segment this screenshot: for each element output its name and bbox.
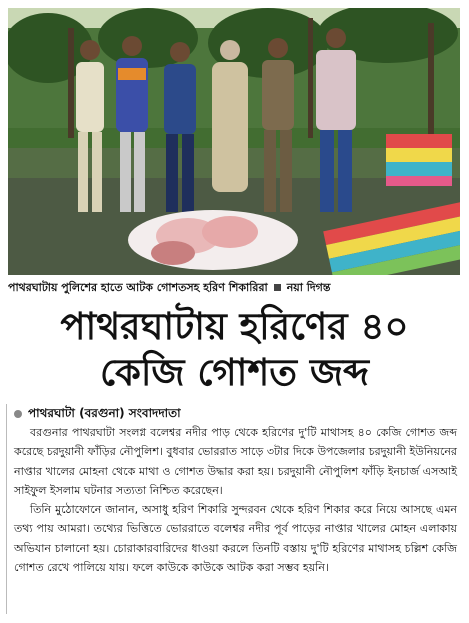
bench-right-top [386,134,452,186]
photo-illustration [8,8,460,275]
article-paragraph-1: বরগুনার পাথরঘাটা সংলগ্ন বলেশ্বর নদীর পাড় থেকে হরিণের দু'টি মাথাসহ ৪০ কেজি গোশত জব্দ করেছে চরদুয়ানী ফাঁড়ির নৌপুলিশ। বুধবার ভোররাত সাড়ে ৩টার দিকে উপজেলার চরদুয়ানী ইউনিয়নের নাপ্তার খালের মোহনা থেকে মাথা ও গোশত উদ্ধার করা হয়। চরদুয়ানী নৌপুলিশ ফাঁড়ি ইনচার্জ এসআই সাইফুল ইসলাম ঘটনার সত্যতা নিশ্চিত করেছেন। [14,426,457,497]
bullet-dot-icon [14,410,22,418]
headline-line-2: কেজি গোশত জব্দ [99,351,370,394]
photo-caption [8,278,460,298]
news-photo [8,8,460,275]
column-rule [6,404,7,614]
seized-meat-bundle [128,210,298,270]
headline [0,304,469,396]
person-4 [212,40,248,192]
square-bullet-icon [274,284,281,291]
byline [14,404,454,422]
byline-text: পাথরঘাটা (বরগুনা) সংবাদদাতা [28,406,181,420]
headline-line-1: পাথরঘাটায় হরিণের ৪০ [60,305,409,348]
caption-text: পাথরঘাটায় পুলিশের হাতে আটক গোশতসহ হরিণ শিকারিরা [8,281,268,294]
caption-source: নয়া দিগন্ত [286,281,331,294]
article-body [14,423,457,577]
article-paragraph-2: তিনি মুঠোফোনে জানান, অসাধু হরিণ শিকারি সুন্দরবন থেকে হরিণ শিকার করে নিয়ে আসছে এমন তথ্য পায় আমরা। তথ্যের ভিত্তিতে ভোররাতে বলেশ্বর নদীর পূর্ব পাড়ের নাপ্তার খালের মোহন এলাকায় অভিযান চালানো হয়। চোরাকারবারিদের ধাওয়া করলে তিনটি বস্তায় দু'টি হরিণের মাথাসহ চল্লিশ কেজি গোশত রেখে পালিয়ে যায়। ফলে কাউকে কাউকে আটক করা সম্ভব হয়নি। [14,503,457,575]
